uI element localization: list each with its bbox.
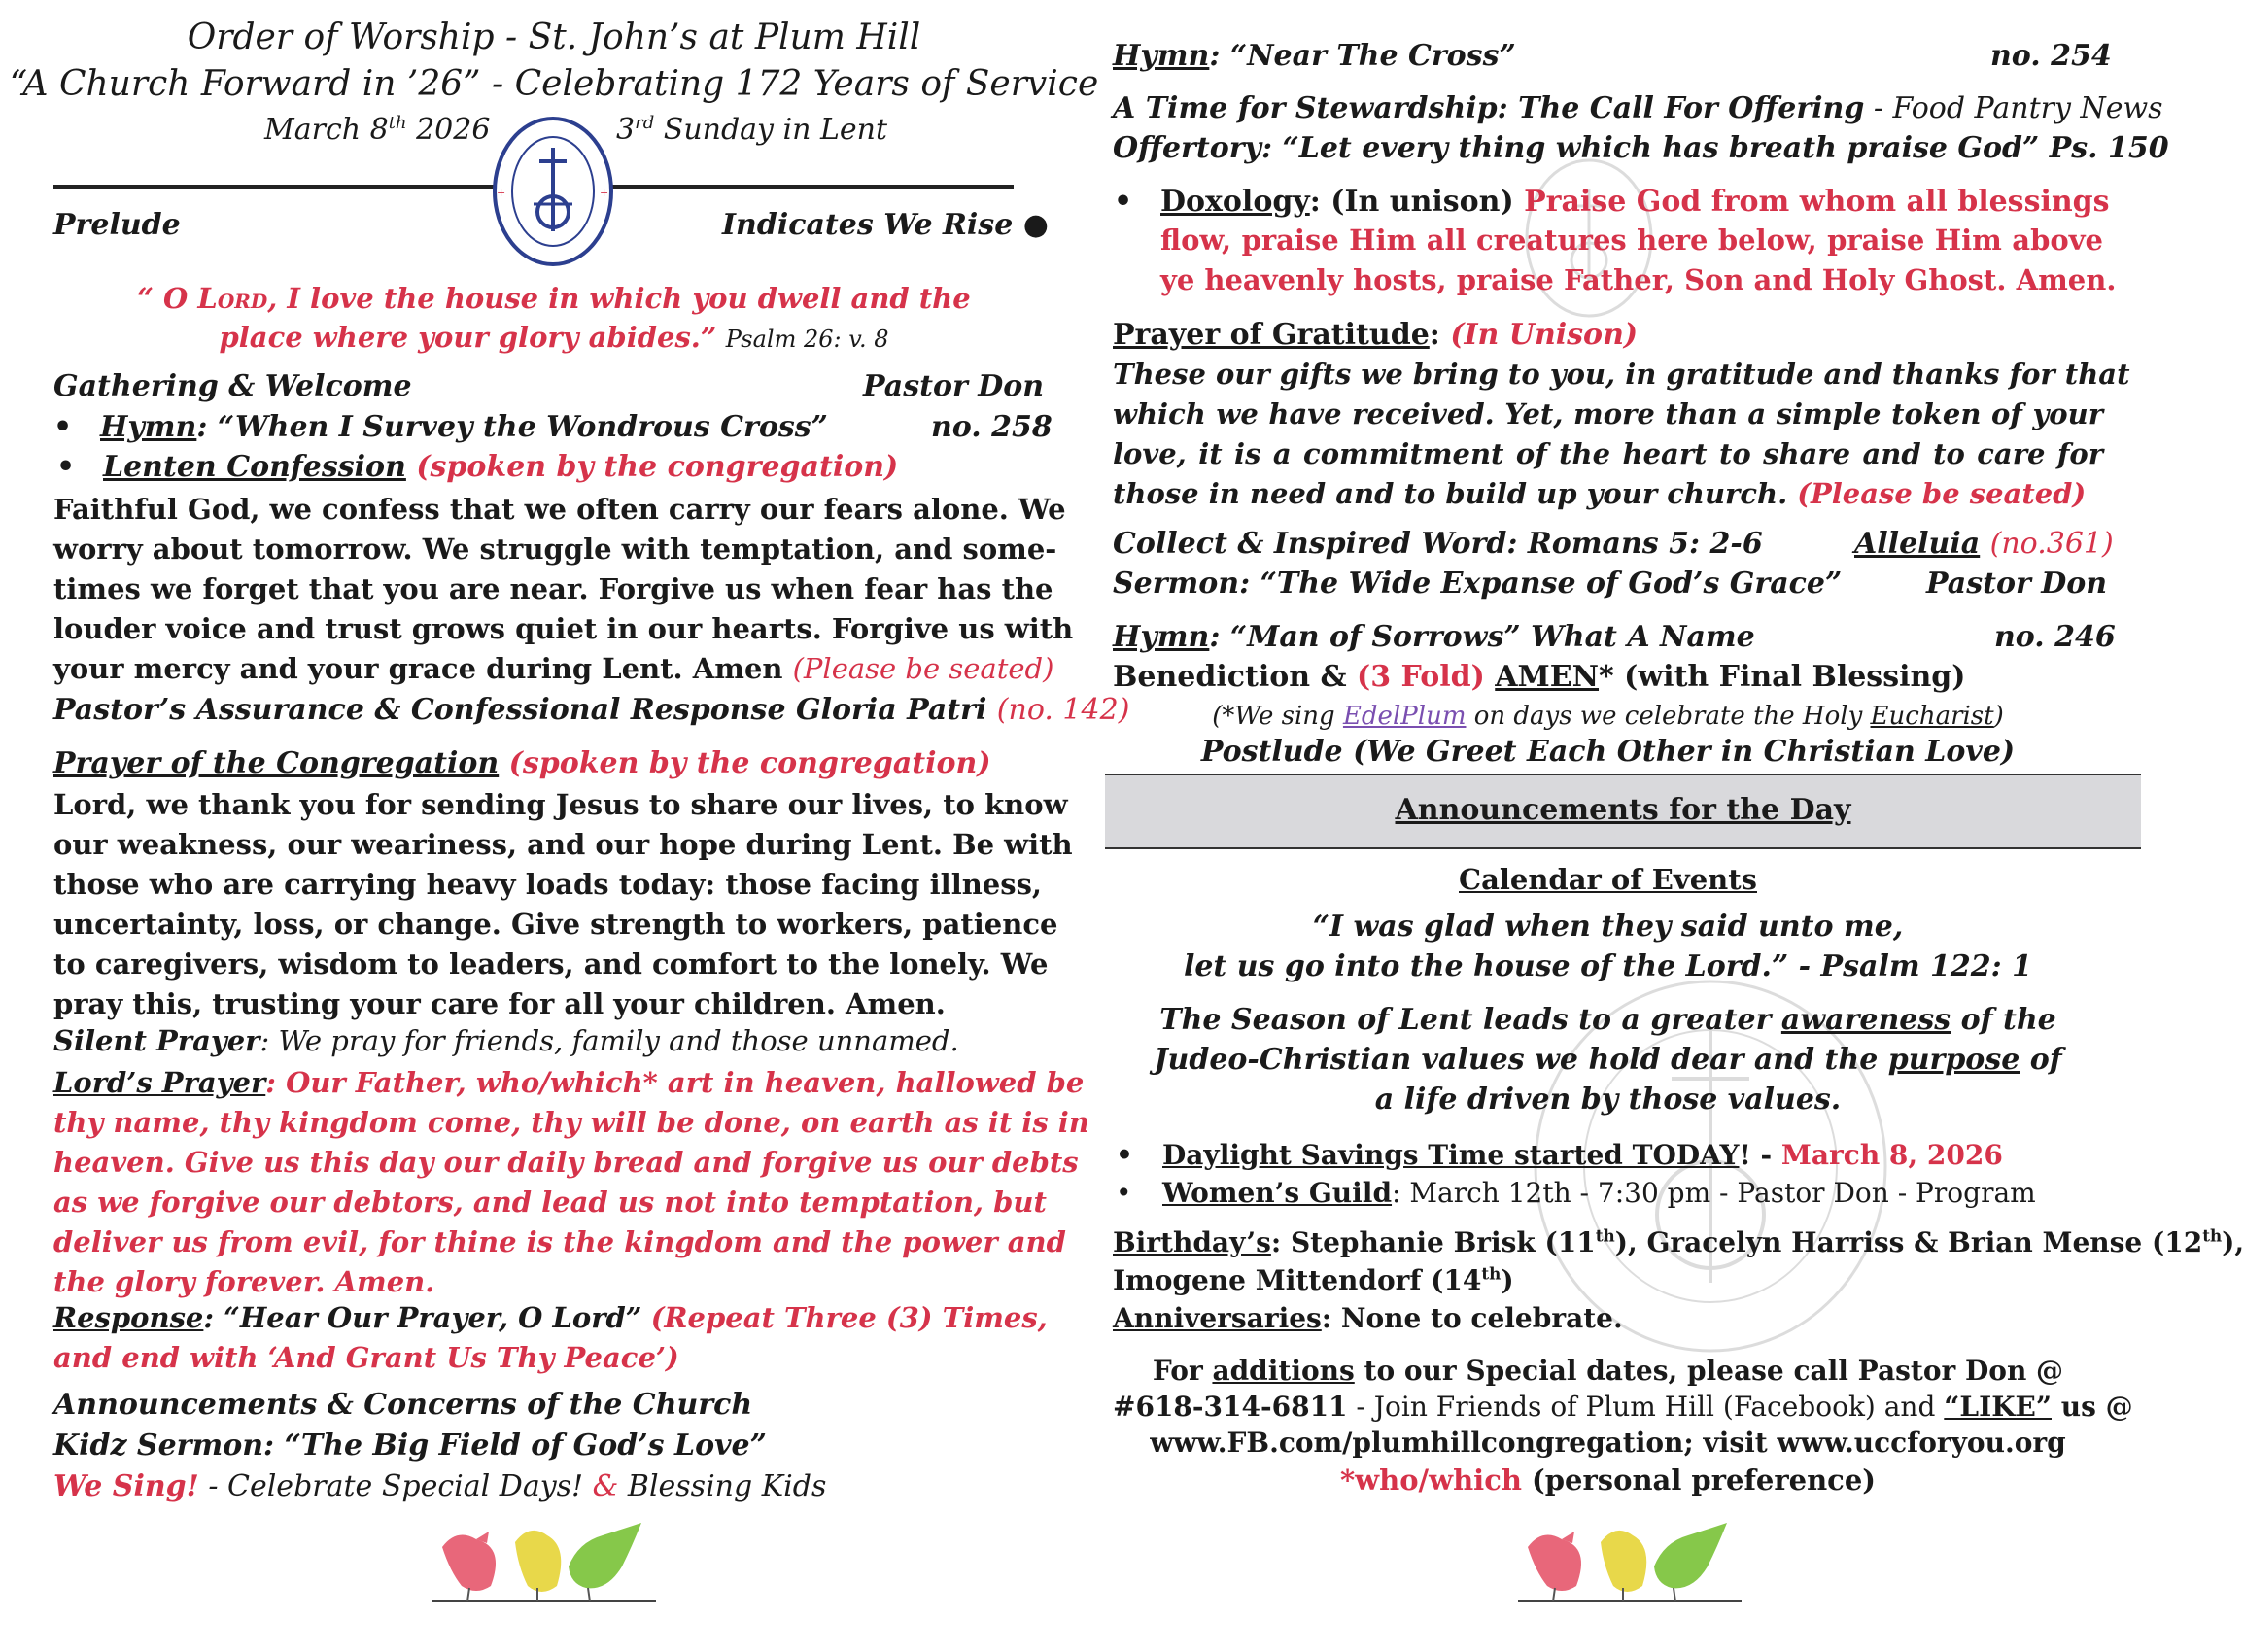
lords-prayer-line: heaven. Give us this day our daily bread and forgive us our debts xyxy=(53,1146,1079,1179)
doxology-line: flow, praise Him all creatures here below, praise Him above xyxy=(1160,224,2103,257)
rise-bullet-icon: ● xyxy=(1022,208,1049,242)
offertory: Offertory: “Let every thing which has breath praise God” Ps. 150 xyxy=(1113,131,2169,165)
anniversaries: Anniversaries: None to celebrate. xyxy=(1113,1302,1623,1334)
pastors-assurance: Pastor’s Assurance & Confessional Response Gloria Patri (no. 142) xyxy=(53,693,1130,727)
hymn-1: • Hymn: “When I Survey the Wondrous Cross” xyxy=(100,410,828,444)
alleluia: Alleluia (no.361) xyxy=(1854,527,2114,561)
announcements-banner xyxy=(1105,774,2141,849)
contact-line1: For additions to our Special dates, please call Pastor Don @ xyxy=(1152,1355,2064,1387)
womens-guild: • Women’s Guild: March 12th - 7:30 pm - Pastor Don - Program xyxy=(1162,1177,2036,1209)
opening-verse-line2: place where your glory abides.” Psalm 26: v. 8 xyxy=(219,321,889,354)
prayer-gratitude-heading: Prayer of Gratitude: (In Unison) xyxy=(1113,318,1639,352)
eucharist-note: (*We sing EdelPlum on days we celebrate the Holy Eucharist) xyxy=(1212,702,2004,731)
lords-prayer xyxy=(53,1063,1089,1302)
announcements-concerns: Announcements & Concerns of the Church xyxy=(53,1388,753,1422)
sermon-preacher: Pastor Don xyxy=(1926,567,2108,601)
hymn-2: Hymn: “Near The Cross” xyxy=(1113,39,1516,73)
contact-websites: www.FB.com/plumhillcongregation; visit www.uccforyou.org xyxy=(1150,1427,2066,1459)
silent-prayer: Silent Prayer: We pray for friends, family and those unnamed. xyxy=(53,1024,959,1057)
rise-note: Indicates We Rise ● xyxy=(722,208,1049,242)
lords-prayer-line: thy name, thy kingdom come, thy will be done, on earth as it is in xyxy=(53,1106,1089,1139)
confession-text xyxy=(53,490,1074,689)
psalm-quote-line2: let us go into the house of the Lord.” - Psalm 122: 1 xyxy=(1183,949,2033,983)
lenten-confession-heading: • Lenten Confession (spoken by the congregation) xyxy=(103,450,898,484)
benediction: Benediction & (3 Fold) AMEN* (with Final Blessing) xyxy=(1113,660,1966,694)
gathering-leader: Pastor Don xyxy=(863,369,1045,403)
calendar-heading: Calendar of Events xyxy=(1459,863,1757,896)
svg-text:+: + xyxy=(497,187,506,199)
gratitude-line: those in need and to build up your church. (Please be seated) xyxy=(1113,477,2087,510)
birthdays: Birthday’s: Stephanie Brisk (11th), Gracelyn Harriss & Brian Mense (12th), xyxy=(1113,1225,2244,1258)
lords-prayer-line: deliver us from evil, for thine is the kingdom and the power and xyxy=(53,1225,1066,1258)
confession-line: Faithful God, we confess that we often carry our fears alone. We xyxy=(53,493,1066,526)
service-date: March 8th 2026 xyxy=(264,113,491,147)
season-line1: The Season of Lent leads to a greater awareness of the xyxy=(1159,1003,2056,1037)
birds-illustration-icon xyxy=(1518,1518,1742,1611)
confession-line: times we forget that you are near. Forgive us when fear has the xyxy=(53,572,1053,605)
collect-inspired-word: Collect & Inspired Word: Romans 5: 2-6 xyxy=(1113,527,1763,561)
opening-verse: “ O Lord, I love the house in which you dwell and the xyxy=(137,282,971,315)
prayer-line: Lord, we thank you for sending Jesus to share our lives, to know xyxy=(53,788,1068,821)
response: Response: “Hear Our Prayer, O Lord” (Repeat Three (3) Times, xyxy=(53,1301,1048,1334)
announcements-banner-title: Announcements for the Day xyxy=(1395,793,1851,827)
hymn-3-number: no. 246 xyxy=(1994,620,2116,654)
lords-prayer-line: the glory forever. Amen. xyxy=(53,1265,435,1298)
prayer-congregation-heading: Prayer of the Congregation (spoken by the congregation) xyxy=(53,746,991,780)
postlude: Postlude (We Greet Each Other in Christian Love) xyxy=(1200,735,2016,769)
prelude-label: Prelude xyxy=(53,208,181,242)
prayer-line: uncertainty, loss, or change. Give strength to workers, patience xyxy=(53,908,1058,941)
lords-prayer-line: as we forgive our debtors, and lead us not into temptation, but xyxy=(53,1186,1047,1219)
doxology-text xyxy=(1160,221,2117,300)
prayer-line: to caregivers, wisdom to leaders, and comfort to the lonely. We xyxy=(53,947,1049,981)
prayer-line: those who are carrying heavy loads today: those facing illness, xyxy=(53,868,1042,901)
hymn-1-number: no. 258 xyxy=(931,410,1053,444)
doxology-heading: • Doxology: (In unison) Praise God from whom all blessings xyxy=(1160,185,2110,219)
hymn-2-number: no. 254 xyxy=(1990,39,2112,73)
gathering-welcome: Gathering & Welcome xyxy=(53,369,412,403)
gratitude-line: which we have received. Yet, more than a simple token of your xyxy=(1113,397,2103,430)
prayer-line: pray this, trusting your care for all your children. Amen. xyxy=(53,987,946,1020)
ucc-logo-icon xyxy=(491,115,615,268)
sermon: Sermon: “The Wide Expanse of God’s Grace” xyxy=(1113,567,1843,601)
gratitude-line: These our gifts we bring to you, in gratitude and thanks for that xyxy=(1113,358,2130,391)
confession-line: worry about tomorrow. We struggle with temptation, and some- xyxy=(53,533,1057,566)
prayer-text xyxy=(53,785,1073,1024)
kidz-sermon: Kidz Sermon: “The Big Field of God’s Love” xyxy=(53,1428,767,1463)
gratitude-text xyxy=(1113,355,2130,514)
season-line3: a life driven by those values. xyxy=(1374,1083,1842,1117)
lords-prayer-line: Lord’s Prayer: Our Father, who/which* art in heaven, hallowed be xyxy=(53,1066,1085,1099)
season-line2: Judeo-Christian values we hold dear and the purpose of xyxy=(1154,1043,2062,1077)
contact-line2: #618-314-6811 - Join Friends of Plum Hill (Facebook) and “LIKE” us @ xyxy=(1113,1391,2133,1423)
confession-line: louder voice and trust grows quiet in our hearts. Forgive us with xyxy=(53,612,1074,645)
dst-announcement: • Daylight Savings Time started TODAY! - March 8, 2026 xyxy=(1162,1139,2003,1171)
prayer-line: our weakness, our weariness, and our hope during Lent. Be with xyxy=(53,828,1073,861)
we-sing: We Sing! - Celebrate Special Days! & Blessing Kids xyxy=(53,1469,827,1503)
who-which-note: *who/which (personal preference) xyxy=(1339,1463,1877,1497)
psalm-quote-line1: “I was glad when they said unto me, xyxy=(1312,910,1904,944)
hymn-3: Hymn: “Man of Sorrows” What A Name xyxy=(1113,620,1755,654)
doxology-line: ye heavenly hosts, praise Father, Son and Holy Ghost. Amen. xyxy=(1160,263,2117,296)
stewardship: A Time for Stewardship: The Call For Offering - Food Pantry News xyxy=(1113,91,2163,125)
gratitude-line: love, it is a commitment of the heart to share and to care for xyxy=(1113,437,2103,470)
bulletin-title: Order of Worship - St. John’s at Plum Hill xyxy=(187,17,921,57)
bulletin-tagline: “A Church Forward in ’26” - Celebrating 172 Years of Service xyxy=(9,64,1099,104)
confession-line: your mercy and your grace during Lent. Amen (Please be seated) xyxy=(53,652,1054,685)
svg-text:+: + xyxy=(600,187,609,199)
lent-sunday: 3rd Sunday in Lent xyxy=(616,113,888,147)
birthdays-line2: Imogene Mittendorf (14th) xyxy=(1113,1263,1514,1296)
response-note: and end with ‘And Grant Us Thy Peace’) xyxy=(53,1341,679,1374)
birds-illustration-icon xyxy=(432,1518,656,1611)
